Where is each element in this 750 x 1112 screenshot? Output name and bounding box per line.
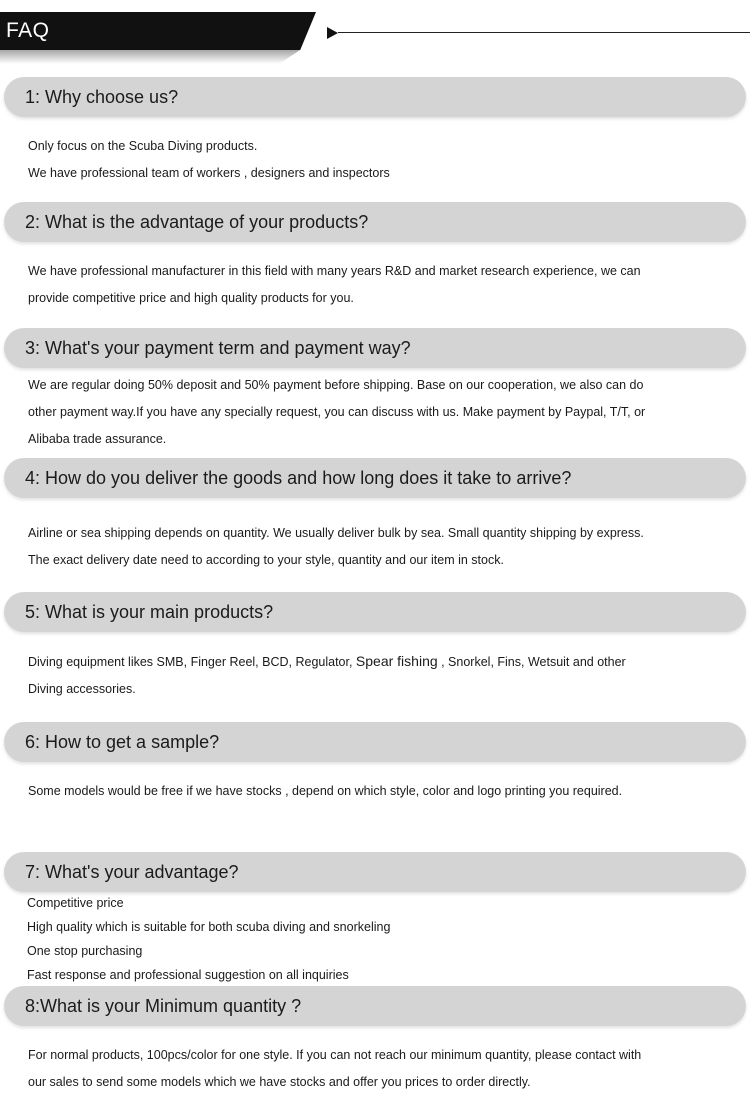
header-tab-shadow — [0, 50, 300, 64]
faq-question-1 — [4, 77, 746, 117]
faq-answer-3 — [28, 372, 645, 453]
header-divider-line — [338, 32, 750, 33]
answer-line: Competitive price — [27, 896, 124, 910]
answer-text: , Snorkel, Fins, Wetsuit and other — [437, 655, 626, 669]
answer-line: Only focus on the Scuba Diving products. — [28, 139, 258, 153]
answer-line: our sales to send some models which we have stocks and offer you prices to order directly. — [28, 1075, 531, 1089]
question-text: 4: How do you deliver the goods and how long does it take to arrive? — [25, 468, 572, 488]
answer-line: We are regular doing 50% deposit and 50% payment before shipping. Base on our cooperation, we also can do — [28, 378, 644, 392]
answer-line: One stop purchasing — [27, 944, 143, 958]
answer-highlight-text: Spear fishing — [355, 653, 438, 669]
page-title: FAQ — [6, 19, 50, 42]
faq-answer-2 — [28, 258, 641, 312]
answer-line: We have professional team of workers , designers and inspectors — [28, 166, 390, 180]
faq-answer-6 — [28, 778, 622, 805]
arrow-right-icon — [327, 27, 338, 39]
question-text: 2: What is the advantage of your products? — [25, 212, 369, 232]
question-text: 5: What is your main products? — [25, 602, 274, 622]
faq-question-4 — [4, 458, 746, 498]
faq-answer-1 — [28, 133, 390, 187]
question-text: 7: What's your advantage? — [25, 862, 239, 882]
answer-line: For normal products, 100pcs/color for one style. If you can not reach our minimum quantity, please contact with — [28, 1048, 642, 1062]
faq-answer-8 — [28, 1042, 641, 1096]
faq-question-3 — [4, 328, 746, 368]
question-text: 3: What's your payment term and payment way? — [25, 338, 411, 358]
faq-answer-7 — [27, 891, 390, 987]
answer-line: High quality which is suitable for both scuba diving and snorkeling — [27, 920, 391, 934]
question-text: 8:What is your Minimum quantity ? — [25, 996, 302, 1016]
answer-line: Diving accessories. — [28, 682, 136, 696]
faq-question-2 — [4, 202, 746, 242]
faq-question-8 — [4, 986, 746, 1026]
faq-question-6 — [4, 722, 746, 762]
answer-line: Fast response and professional suggestion on all inquiries — [27, 968, 349, 982]
answer-line: The exact delivery date need to according to your style, quantity and our item in stock. — [28, 553, 504, 567]
faq-question-5 — [4, 592, 746, 632]
faq-answer-5 — [28, 648, 626, 703]
answer-line: Some models would be free if we have stocks , depend on which style, color and logo printing you required. — [28, 784, 623, 798]
answer-line: Airline or sea shipping depends on quantity. We usually deliver bulk by sea. Small quantity shipping by express. — [28, 526, 644, 540]
answer-line: Alibaba trade assurance. — [28, 432, 167, 446]
answer-line: provide competitive price and high quality products for you. — [28, 291, 354, 305]
answer-line: other payment way.If you have any specially request, you can discuss with us. Make payment by Paypal, T/T, or — [28, 405, 646, 419]
answer-text: Diving equipment likes SMB, Finger Reel, BCD, Regulator, — [28, 655, 356, 669]
question-text: 1: Why choose us? — [25, 87, 179, 107]
faq-header — [0, 0, 750, 72]
faq-question-7 — [4, 852, 746, 892]
answer-line: We have professional manufacturer in this field with many years R&D and market research experience, we can — [28, 264, 641, 278]
question-text: 6: How to get a sample? — [25, 732, 220, 752]
faq-answer-4 — [28, 520, 644, 574]
answer-line — [28, 648, 626, 676]
